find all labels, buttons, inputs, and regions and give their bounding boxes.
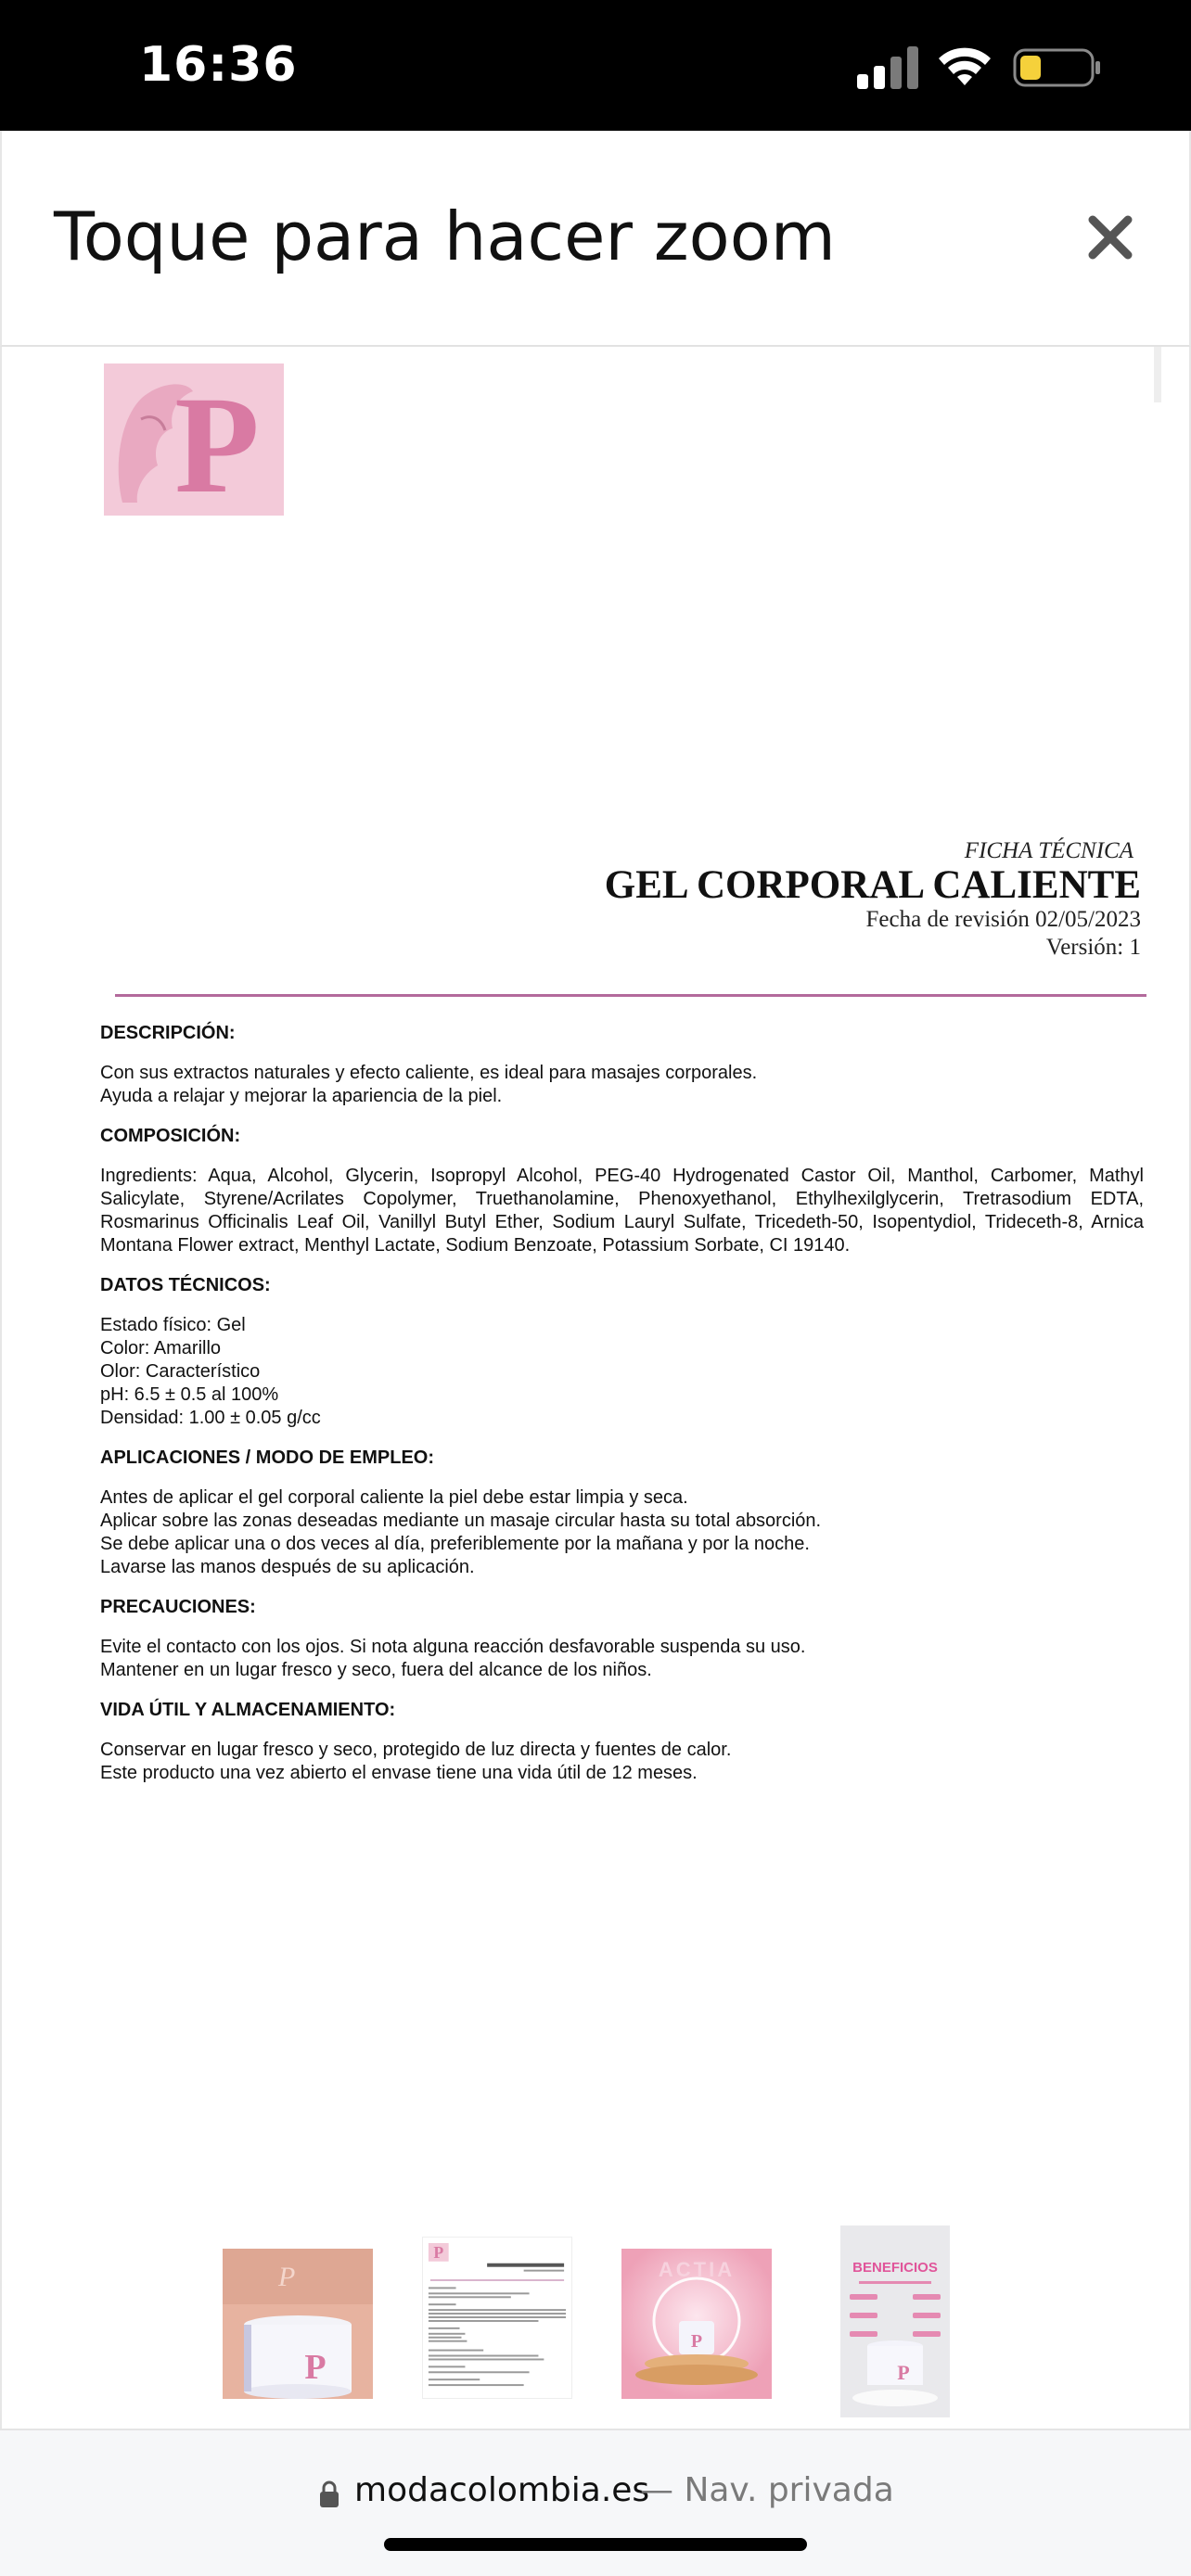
section-heading: PRECAUCIONES:	[100, 1597, 256, 1617]
home-indicator[interactable]	[384, 2538, 807, 2551]
svg-text:P: P	[433, 2242, 444, 2262]
body-line: pH: 6.5 ± 0.5 al 100%	[100, 1384, 279, 1405]
body-line: Estado físico: Gel	[100, 1315, 246, 1335]
lock-icon	[319, 2480, 339, 2508]
body-line: Este producto una vez abierto el envase tiene una vida útil de 12 meses.	[100, 1763, 698, 1783]
header-divider	[115, 994, 1146, 997]
body-line: Lavarse las manos después de su aplicación.	[100, 1557, 475, 1577]
cellular-signal-icon	[857, 46, 920, 89]
ingredients-text: Ingredients: Aqua, Alcohol, Glycerin, Isopropyl Alcohol, PEG-40 Hydrogenated Castor Oil, Manthol, Carbomer, Mathyl Salicylate, Styrene/Acrilates Copolymer, Truethanolamine, Phenoxyethanol, Ethylhexilglycerin, Tretrasodium EDTA, Rosmarinus Officinalis Leaf Oil, Vanillyl Butyl Ether, Sodium Lauryl Sulfate, Tricedeth-50, Isopentydiol, Trideceth-8, Arnica Montana Flower extract, Menthyl Lactate, Sodium Benzoate, Potassium Sorbate, CI 19140.	[100, 1166, 1144, 1256]
body-line: Densidad: 1.00 ± 0.05 g/cc	[100, 1408, 321, 1428]
logo-letter: P	[174, 368, 260, 516]
status-time: 16:36	[139, 37, 298, 93]
battery-icon	[1013, 48, 1102, 87]
thumbnail-beneficios[interactable]	[840, 2225, 950, 2417]
body-line: Con sus extractos naturales y efecto caliente, es ideal para masajes corporales.	[100, 1063, 758, 1083]
body-line: Color: Amarillo	[100, 1338, 222, 1358]
svg-text:ACTIA: ACTIA	[658, 2258, 736, 2281]
document-image[interactable]	[83, 347, 1159, 1914]
modal-title: Toque para hacer zoom	[54, 198, 836, 275]
section-heading: VIDA ÚTIL Y ALMACENAMIENTO:	[100, 1700, 396, 1720]
brand-logo	[104, 363, 284, 516]
body-line: Conservar en lugar fresco y seco, protegido de luz directa y fuentes de calor.	[100, 1740, 732, 1760]
svg-text:P: P	[278, 2262, 296, 2292]
modal-header	[0, 131, 1191, 347]
address-url[interactable]: modacolombia.es	[354, 2471, 650, 2509]
private-mode-label: — Nav. privada	[640, 2471, 894, 2509]
body-line: Antes de aplicar el gel corporal caliente la piel debe estar limpia y seca.	[100, 1487, 688, 1508]
document-edge	[1154, 347, 1161, 402]
thumbnail-product-jar[interactable]	[223, 2249, 373, 2399]
document-title: GEL CORPORAL CALIENTE	[604, 863, 1141, 907]
body-line: Ayuda a relajar y mejorar la apariencia de la piel.	[100, 1086, 503, 1106]
section-heading: DESCRIPCIÓN:	[100, 1023, 236, 1043]
document-label: FICHA TÉCNICA	[964, 838, 1133, 863]
svg-text:P: P	[690, 2331, 703, 2352]
section-heading: DATOS TÉCNICOS:	[100, 1275, 271, 1295]
body-line: Aplicar sobre las zonas deseadas mediante un masaje circular hasta su total absorción.	[100, 1511, 822, 1531]
section-heading: APLICACIONES / MODO DE EMPLEO:	[100, 1447, 435, 1468]
close-icon[interactable]	[1078, 205, 1143, 270]
wifi-icon	[937, 43, 992, 89]
document-body	[100, 1022, 1144, 1785]
body-line: Se debe aplicar una o dos veces al día, preferiblemente por la mañana y por la noche.	[100, 1534, 810, 1554]
svg-text:P: P	[304, 2348, 327, 2387]
thumbnail-ficha-tecnica[interactable]	[422, 2237, 572, 2399]
version: Versión: 1	[1045, 935, 1141, 960]
body-line: Olor: Característico	[100, 1361, 261, 1382]
address-bar[interactable]	[0, 2429, 1191, 2576]
section-heading: COMPOSICIÓN:	[100, 1126, 241, 1146]
body-line: Evite el contacto con los ojos. Si nota alguna reacción desfavorable suspenda su uso.	[100, 1637, 806, 1657]
body-line: Mantener en un lugar fresco y seco, fuera del alcance de los niños.	[100, 1660, 652, 1680]
thumbnail-product-pedestal[interactable]	[621, 2249, 772, 2399]
status-bar	[0, 0, 1191, 131]
svg-text:P: P	[897, 2361, 910, 2384]
revision-date: Fecha de revisión 02/05/2023	[865, 907, 1141, 932]
thumbnail-beneficios-text: BENEFICIOS	[852, 2260, 938, 2276]
